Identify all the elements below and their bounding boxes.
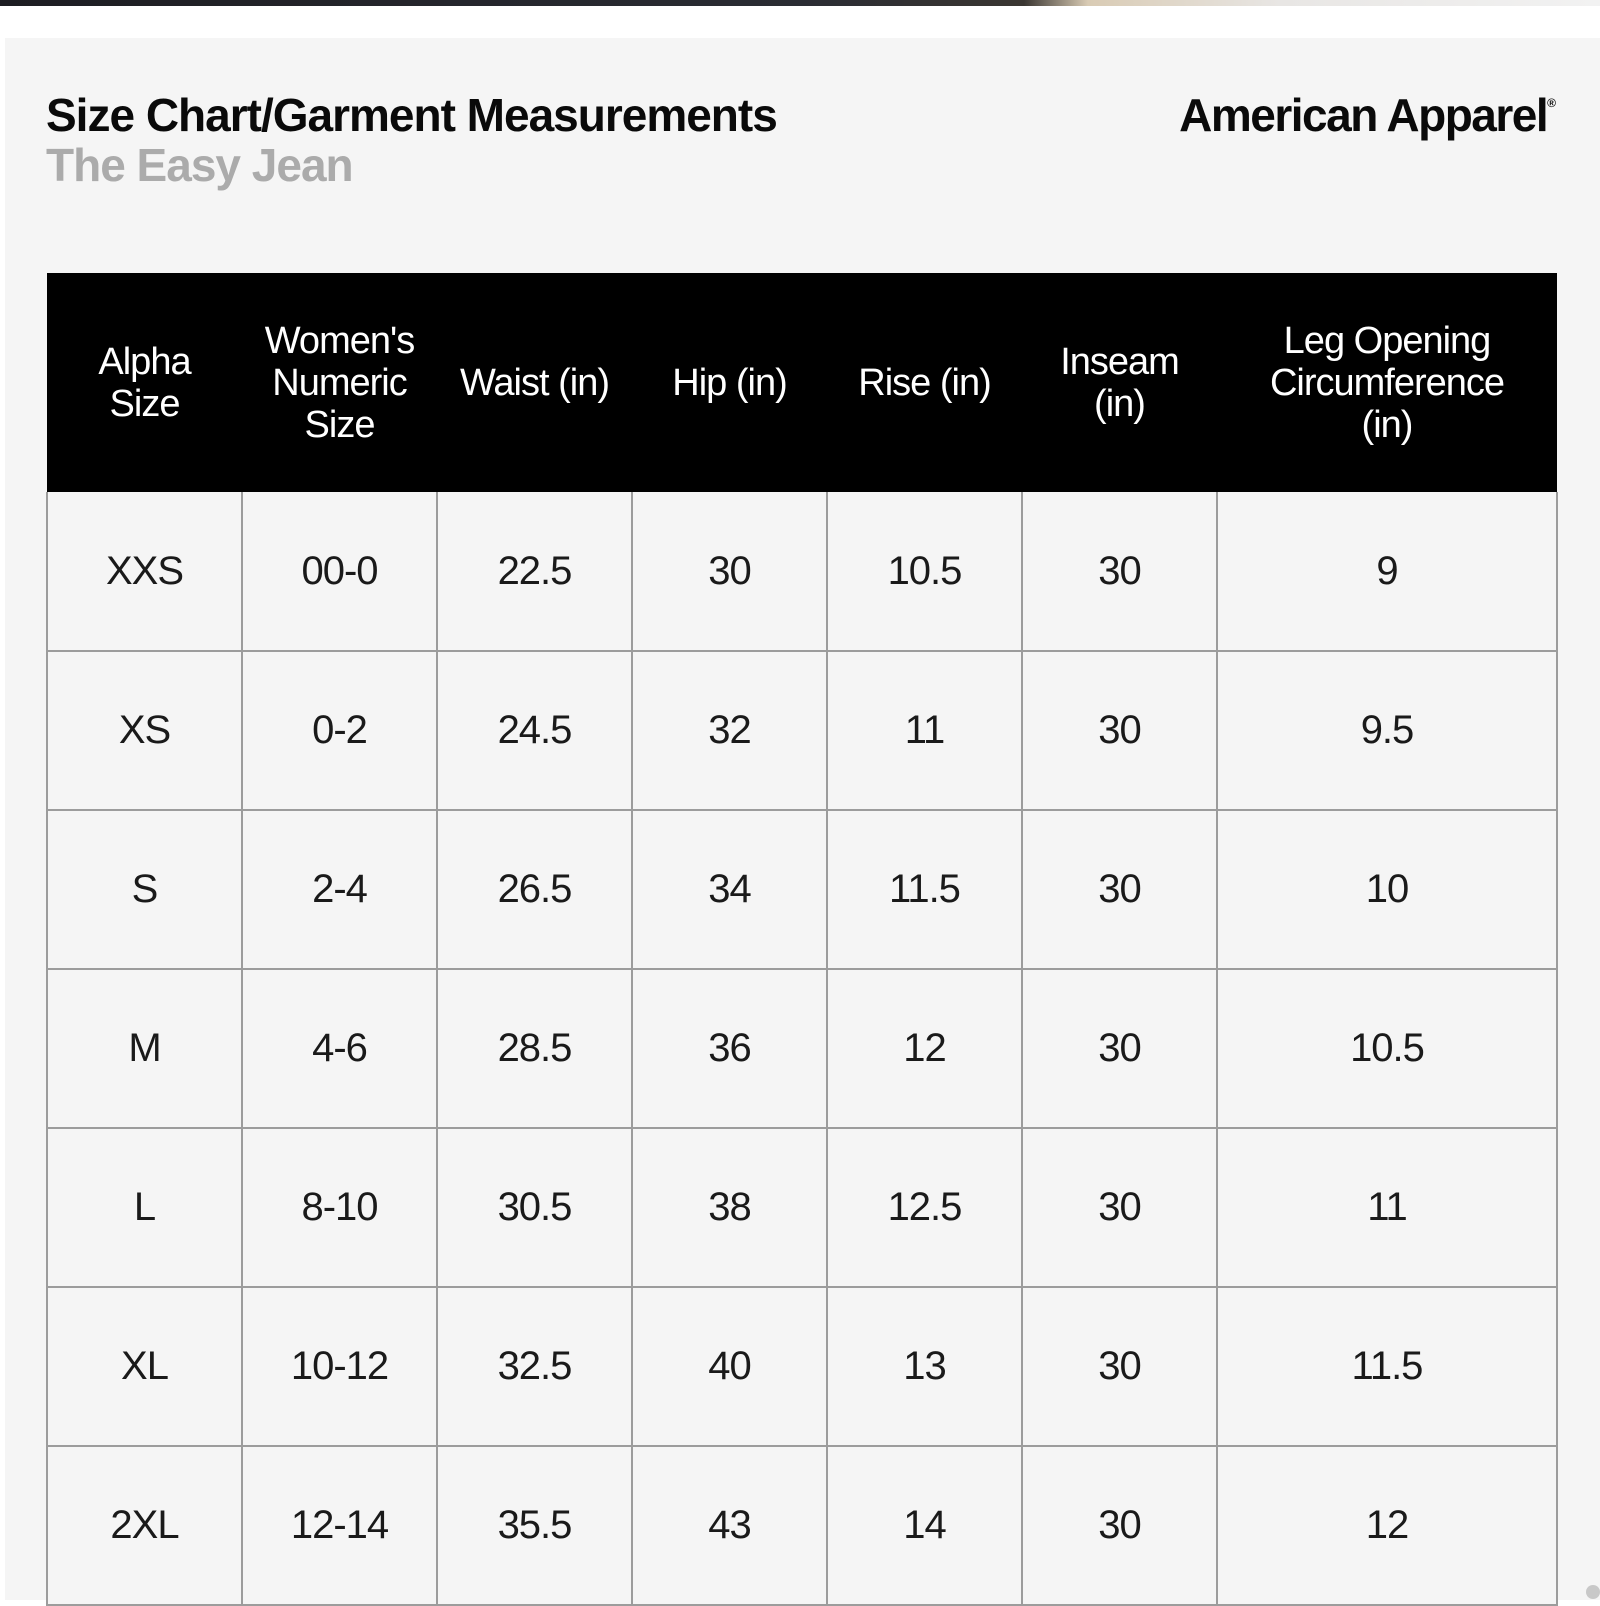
table-row	[47, 810, 1557, 969]
table-cell: 26.5	[437, 810, 632, 969]
column-header-inseam: Inseam (in)	[1022, 273, 1217, 492]
page-title: Size Chart/Garment Measurements	[46, 89, 777, 141]
table-cell: 40	[632, 1287, 827, 1446]
table-cell: 30	[1022, 969, 1217, 1128]
table-cell: 36	[632, 969, 827, 1128]
table-cell: 00-0	[242, 492, 437, 651]
column-header-leg-opening: Leg Opening Circumference (in)	[1217, 273, 1557, 492]
table-cell: 12	[1217, 1446, 1557, 1605]
table-cell: 12	[827, 969, 1022, 1128]
table-cell: 43	[632, 1446, 827, 1605]
table-row	[47, 651, 1557, 810]
table-cell: 12-14	[242, 1446, 437, 1605]
table-cell: 11	[1217, 1128, 1557, 1287]
table-cell: S	[47, 810, 242, 969]
table-cell: 34	[632, 810, 827, 969]
table-row	[47, 1446, 1557, 1605]
table-cell: 11.5	[1217, 1287, 1557, 1446]
table-cell: 30	[1022, 651, 1217, 810]
table-cell: XL	[47, 1287, 242, 1446]
table-cell: 10.5	[1217, 969, 1557, 1128]
table-row	[47, 969, 1557, 1128]
table-row	[47, 1128, 1557, 1287]
table-cell: XXS	[47, 492, 242, 651]
table-cell: 32.5	[437, 1287, 632, 1446]
brand-logo	[1179, 88, 1556, 142]
table-cell: 28.5	[437, 969, 632, 1128]
column-header-alpha-size: Alpha Size	[47, 273, 242, 492]
table-row	[47, 492, 1557, 651]
table-cell: M	[47, 969, 242, 1128]
table-cell: 10	[1217, 810, 1557, 969]
column-header-numeric-size: Women's Numeric Size	[242, 273, 437, 492]
table-cell: 14	[827, 1446, 1022, 1605]
registered-mark: ®	[1547, 96, 1556, 110]
table-cell: 30	[632, 492, 827, 651]
table-header-row	[47, 273, 1557, 492]
table-cell: 4-6	[242, 969, 437, 1128]
table-cell: 38	[632, 1128, 827, 1287]
table-cell: 10.5	[827, 492, 1022, 651]
size-table	[46, 273, 1558, 1606]
column-header-waist: Waist (in)	[437, 273, 632, 492]
table-cell: 2XL	[47, 1446, 242, 1605]
column-header-hip: Hip (in)	[632, 273, 827, 492]
table-row	[47, 1287, 1557, 1446]
table-cell: 12.5	[827, 1128, 1022, 1287]
table-cell: 2-4	[242, 810, 437, 969]
table-cell: 11	[827, 651, 1022, 810]
top-image-strip	[0, 0, 1600, 6]
table-cell: 9.5	[1217, 651, 1557, 810]
table-cell: 30	[1022, 810, 1217, 969]
table-cell: 30	[1022, 1287, 1217, 1446]
table-cell: 24.5	[437, 651, 632, 810]
table-cell: 9	[1217, 492, 1557, 651]
table-cell: XS	[47, 651, 242, 810]
product-subtitle: The Easy Jean	[46, 139, 353, 191]
table-cell: 13	[827, 1287, 1022, 1446]
table-cell: 22.5	[437, 492, 632, 651]
table-cell: L	[47, 1128, 242, 1287]
brand-name: American Apparel	[1179, 89, 1548, 141]
table-cell: 10-12	[242, 1287, 437, 1446]
table-cell: 30	[1022, 1446, 1217, 1605]
table-cell: 30.5	[437, 1128, 632, 1287]
scroll-indicator[interactable]	[1586, 1585, 1600, 1599]
table-cell: 35.5	[437, 1446, 632, 1605]
table-cell: 0-2	[242, 651, 437, 810]
column-header-rise: Rise (in)	[827, 273, 1022, 492]
table-cell: 8-10	[242, 1128, 437, 1287]
table-cell: 32	[632, 651, 827, 810]
table-cell: 11.5	[827, 810, 1022, 969]
table-cell: 30	[1022, 492, 1217, 651]
table-cell: 30	[1022, 1128, 1217, 1287]
